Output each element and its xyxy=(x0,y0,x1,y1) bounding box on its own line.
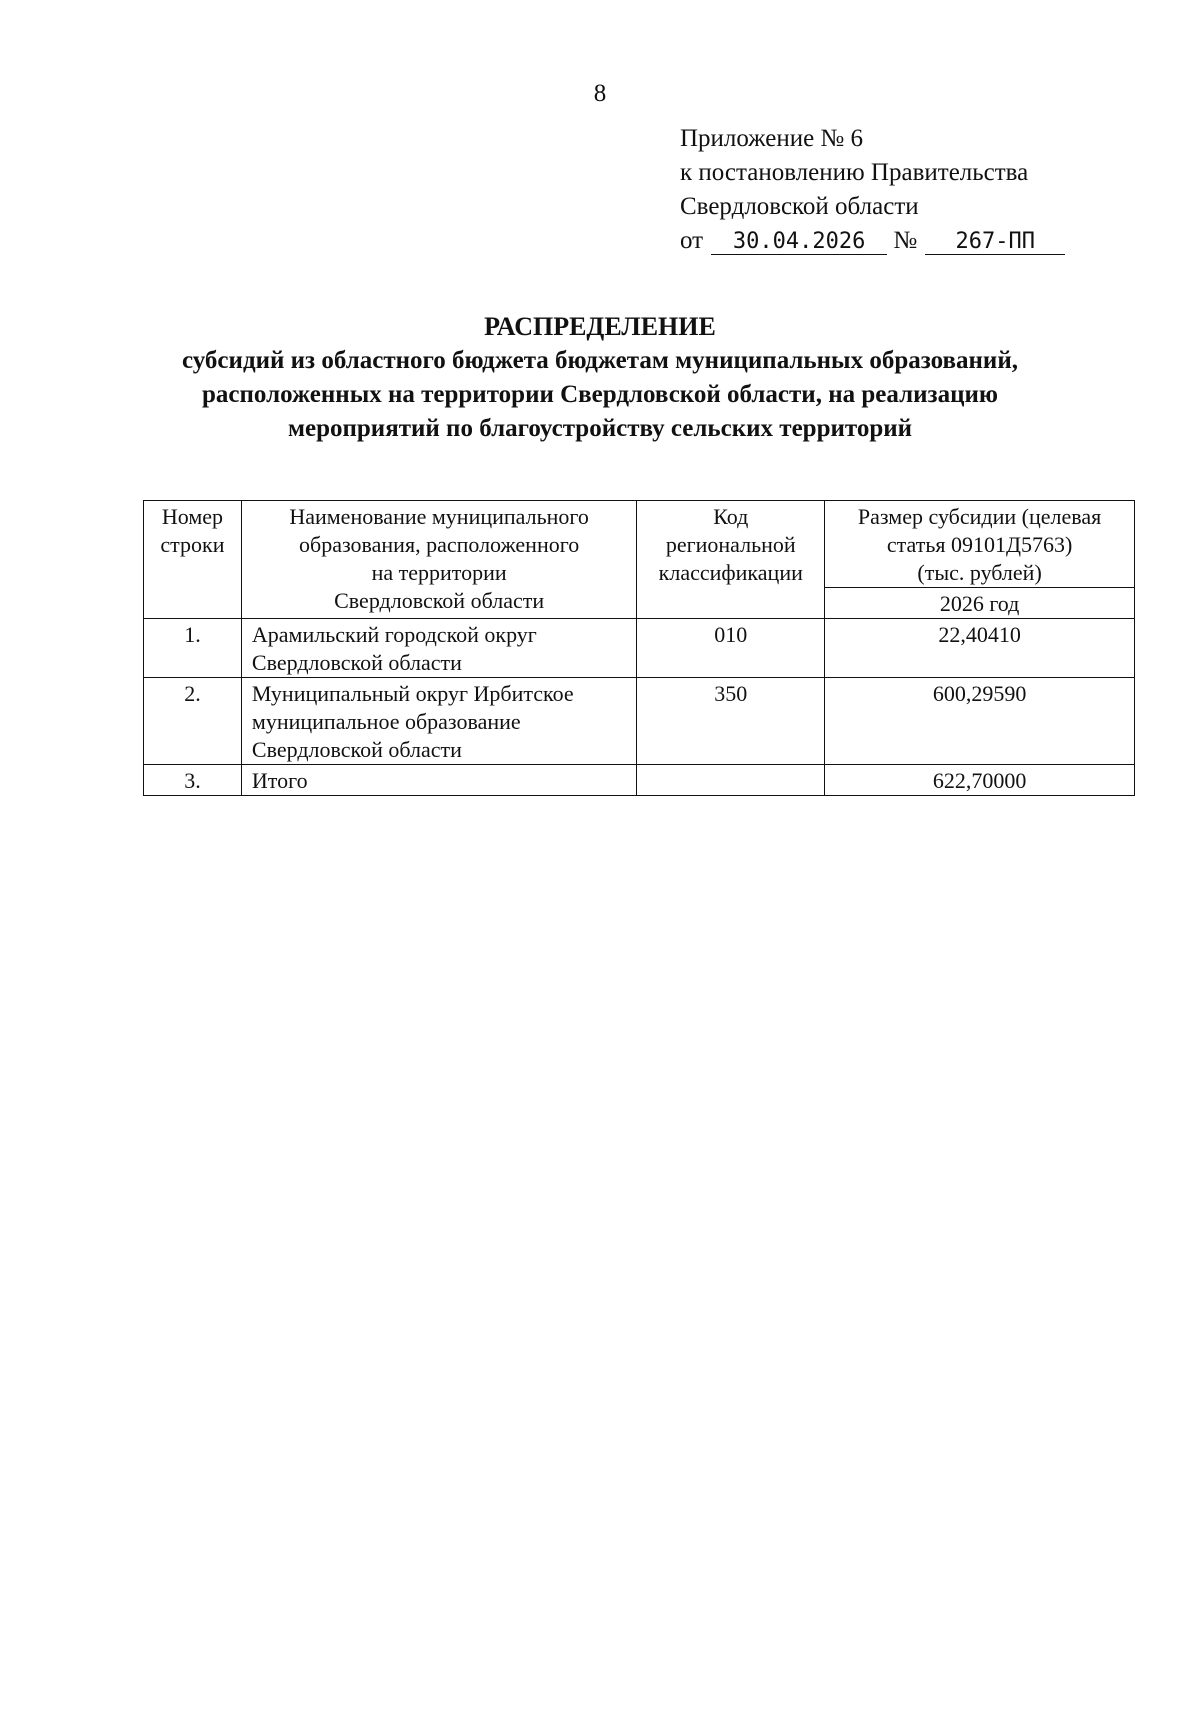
row-number: 2. xyxy=(144,678,242,765)
title-line-2: расположенных на территории Свердловской области, на реализацию xyxy=(202,381,998,408)
row-name: Муниципальный округ Ирбитское муниципальное образование Свердловской области xyxy=(241,678,636,765)
appendix-date-line xyxy=(680,224,1065,258)
row-number: 1. xyxy=(144,619,242,678)
row-number: 3. xyxy=(144,765,242,796)
row-code xyxy=(637,765,825,796)
title-line-3: мероприятий по благоустройству сельских территорий xyxy=(287,415,913,442)
title-main: РАСПРЕДЕЛЕНИЕ xyxy=(484,312,716,341)
header-amount: Размер субсидии (целевая статья 09101Д5763) (тыс. рублей) xyxy=(825,501,1135,588)
header-code: Код региональной классификации xyxy=(637,501,825,619)
document-title xyxy=(100,310,1100,446)
header-name: Наименование муниципального образования, расположенного на территории Свердловской области xyxy=(241,501,636,619)
page-number: 8 xyxy=(593,80,607,107)
header-row-number: Номер строки xyxy=(144,501,242,619)
row-code: 350 xyxy=(637,678,825,765)
appendix-line-2: к постановлению Правительства xyxy=(680,159,1029,186)
row-amount: 22,40410 xyxy=(825,619,1135,678)
date-prefix: от xyxy=(680,227,704,254)
row-code: 010 xyxy=(637,619,825,678)
row-name: Итого xyxy=(241,765,636,796)
number-prefix: № xyxy=(893,227,918,254)
resolution-number: 267-ПП xyxy=(925,230,1065,255)
table-header-row xyxy=(144,501,1135,588)
row-amount: 622,70000 xyxy=(825,765,1135,796)
table-row xyxy=(144,619,1135,678)
row-amount: 600,29590 xyxy=(825,678,1135,765)
row-name: Арамильский городской округ Свердловской области xyxy=(241,619,636,678)
title-line-1: субсидий из областного бюджета бюджетам муниципальных образований, xyxy=(182,347,1018,374)
subsidy-table xyxy=(143,500,1135,796)
appendix-block xyxy=(680,122,1065,258)
appendix-line-1: Приложение № 6 xyxy=(680,125,864,152)
header-year: 2026 год xyxy=(825,588,1135,619)
resolution-date: 30.04.2026 xyxy=(711,230,887,255)
appendix-line-3: Свердловской области xyxy=(680,193,919,220)
table-row xyxy=(144,678,1135,765)
table-row-total xyxy=(144,765,1135,796)
